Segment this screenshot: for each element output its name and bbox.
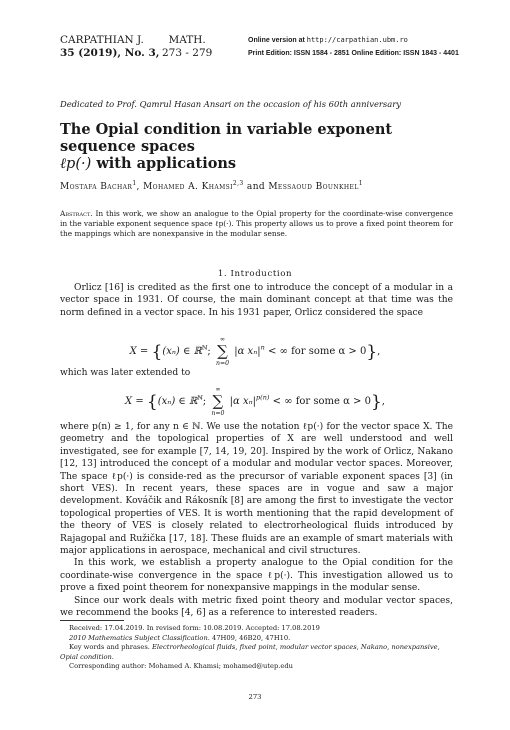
online-version [248, 34, 408, 47]
journal-name: CARPATHIAN J. [60, 34, 144, 46]
eq1-sum: ∞ ∑ n=0 [215, 336, 230, 367]
p2-text: which was later extended to [60, 368, 191, 378]
math-header [162, 34, 212, 60]
paragraph-5: Since our work deals with metric fixed point theory and modular vector spaces, we recommend the books [4, 6] as a reference to interested readers. [60, 595, 453, 619]
eq2-set: (xₙ) ∈ ℝ [157, 396, 198, 407]
eq1-term: |α xₙ| [234, 346, 261, 357]
msc-line [60, 634, 453, 644]
author-2: Mohamed A. Khamsi [143, 182, 233, 192]
eq2-exp: p(n) [256, 393, 270, 402]
author-1-affil: 1 [132, 180, 137, 187]
keywords-text: Electrorheological fluids, fixed point, modular vector spaces, Nakano, nonexpansive, Opial condition. [60, 643, 440, 661]
paragraph-2 [60, 367, 453, 379]
journal-header [60, 34, 159, 60]
p3-text: where p(n) ≥ 1, for any n ∈ ℕ. We use the notation ℓp(·) for the vector space X. The geometry and the topological properties of X are well understood and well investigated, see for example [7, 14, 19, 20]. Inspired by the work of Orlicz, Nakano [12, 13] introduced the concept of a modular and modular vector spaces. Moreover, The space ℓp(·) is conside-red as the precursor of variable exponent spaces [3] (in short VES). In recent years, these spaces are in vogue and saw a major development. Kováčik and Rákosník [8] are among the first to investigate the vector topological properties of VES. It is worth mentioning that the rapid development of the theory of VES is closely related to electrorheological fluids introduced by Rajagopal and Ružička [17, 18]. These fluids are an example of smart materials with major applications in aerospace, mechanical and civil structures. [60, 422, 453, 557]
eq2-sum: ∞ ∑ n=0 [211, 386, 225, 417]
title-line-2 [60, 155, 460, 173]
abstract-label: Abstract. [60, 209, 93, 218]
received-dates: Received: 17.04.2019. In revised form: 10.08.2019. Accepted: 17.08.2019 [69, 624, 320, 632]
page-range: 273 - 279 [162, 47, 213, 59]
eq1-sum-lower: n=0 [215, 360, 230, 367]
eq1-sum-upper: ∞ [219, 336, 226, 343]
keywords-label: Key words and phrases. [69, 643, 150, 652]
title-symbol: ℓp(·) [60, 156, 92, 172]
footnotes [60, 624, 453, 672]
eq1-lhs: X = [129, 346, 149, 357]
keywords-line [60, 643, 453, 662]
author-3: Messaoud Bounkhel [268, 182, 359, 192]
dedication [60, 99, 401, 109]
dedication-text: Dedicated to Prof. Qamrul Hasan Ansari on the occasion of his 60th anniversary [60, 99, 401, 109]
paragraph-3 [60, 421, 453, 620]
author-1: Mostafa Bachar [60, 182, 133, 192]
journal-volume: 35 (2019), No. 3, [60, 47, 160, 59]
title-line-1: The Opial condition in variable exponent sequence spaces [60, 121, 393, 155]
authors-and: and [246, 182, 266, 192]
eq2-term: |α xₙ| [229, 396, 257, 407]
eq2-rhs: < ∞ for some α > 0 [272, 396, 371, 407]
author-3-affil: 1 [358, 180, 363, 187]
abstract-text: In this work, we show an analogue to the Opial property for the coordinate-wise convergence in the variable exponent sequence space ℓp(·). This property allows us to prove a fixed point theorem for the mappings which are nonexpansive in the modular sense. [60, 209, 453, 238]
footnote-rule [60, 620, 124, 621]
equation-1: X = {(xₙ) ∈ ℝ$^ℕ$; ∞ ∑ n=0 |α $x_n|^n$ < ∞ for some α > 0}, [129, 336, 381, 367]
print-edition: Print Edition: ISSN 1584 - 2851 Online Edition: ISSN 1843 - 4401 [248, 50, 459, 57]
eq2-sum-lower: n=0 [211, 410, 225, 417]
paragraph-1: Orlicz [16] is credited as the first one to introduce the concept of a modular in a vector space in 1931. Of course, the main dominant concept at that time was the norm defined in a vector space. In his 1931 paper, Orlicz considered the space [60, 283, 453, 318]
abstract [60, 209, 453, 239]
page-number: 273 [248, 693, 262, 701]
corresponding-author: Corresponding author: Mohamed A. Khamsi; mohamed@utep.edu [69, 662, 293, 671]
eq2-sum-upper: ∞ [215, 386, 221, 393]
paragraph-4: In this work, we establish a property analogue to the Opial condition for the coordinate-wise convergence in the space ℓp(·). This investigation allowed us to prove a fixed point theorem for nonexpansive mappings in the modular sense. [60, 558, 453, 594]
author-2-affil: 2,3 [232, 180, 244, 187]
eq1-exp: n [260, 343, 265, 352]
paper-title [60, 121, 460, 173]
online-url: http://carpathian.ubm.ro [306, 36, 408, 44]
eq1-rhs: < ∞ for some α > 0 [268, 346, 367, 357]
eq2-lhs: X = [125, 396, 144, 407]
equation-2: X = {(xₙ) ∈ ℝ$^ℕ$; ∞ ∑ n=0 |α $x_n|^{p(n)}$ < ∞ for some α > 0}, [125, 386, 385, 417]
eq1-set-sup: ℕ [201, 344, 208, 352]
section-heading: 1. Introduction [217, 269, 293, 279]
msc-codes: 47H09, 46B20, 47H10. [212, 633, 291, 642]
eq2-set-sup: ℕ [197, 394, 203, 402]
online-label: Online version at [248, 37, 305, 44]
author-list: Mostafa Bachar$^1$, Mohamed A. Khamsi$^{2,3}$ and Messaoud Bounkhel$^1$ [60, 180, 363, 192]
eq1-set: (xₙ) ∈ ℝ [162, 346, 202, 357]
title-rest: with applications [96, 155, 237, 172]
msc-label: 2010 Mathematics Subject Classification. [69, 633, 210, 642]
journal-math: MATH. [168, 34, 206, 46]
